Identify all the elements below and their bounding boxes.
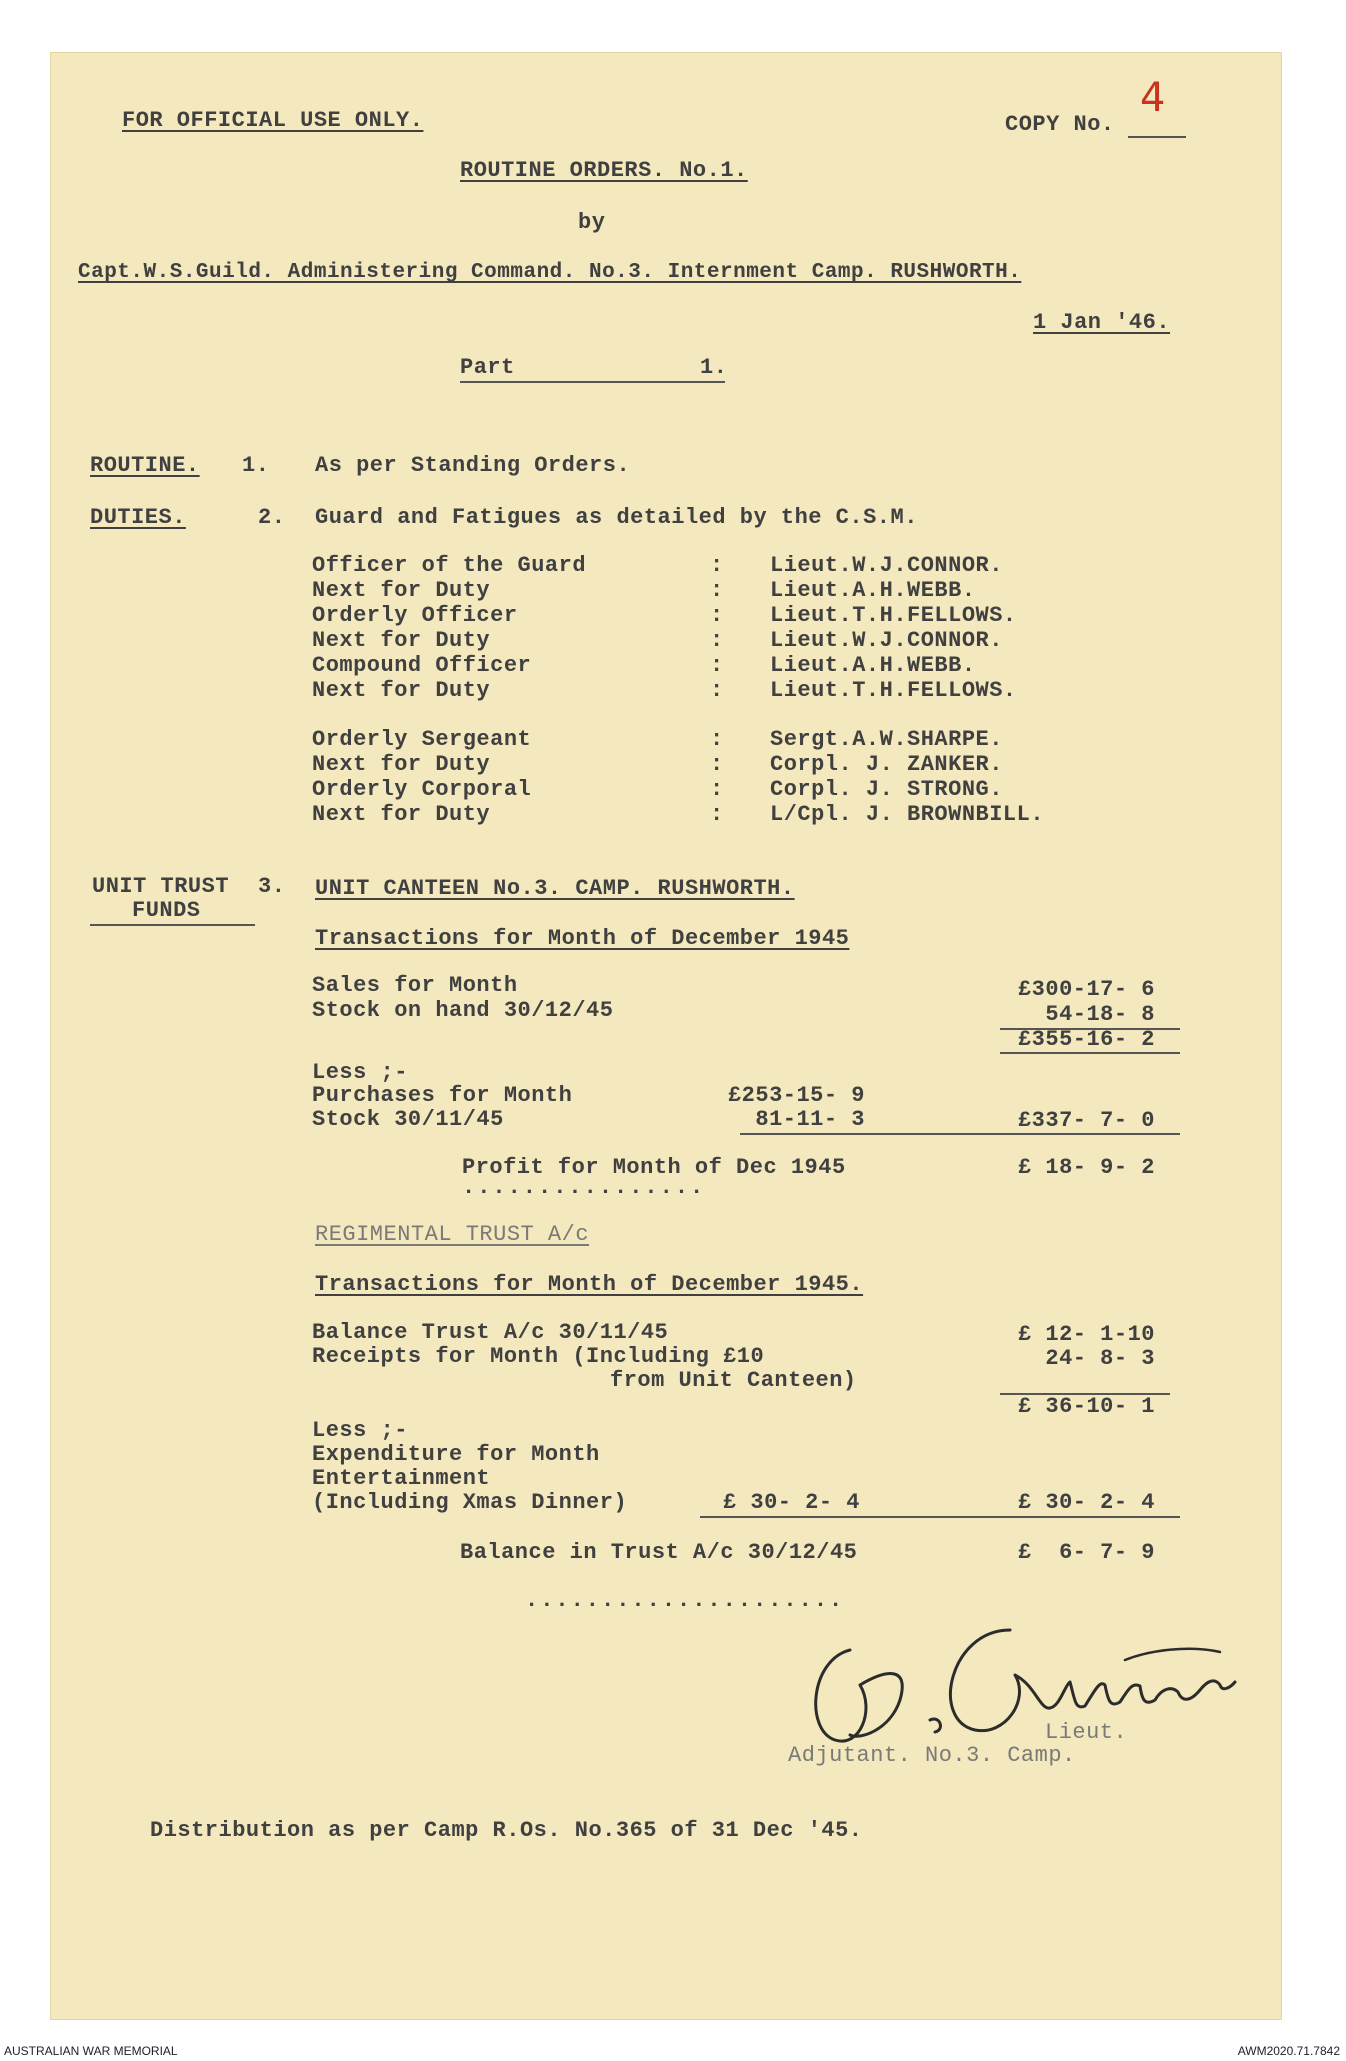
expenditure-total: £ 30- 2- 4: [1017, 1490, 1155, 1515]
purchases-value: £253-15- 9: [727, 1083, 865, 1108]
canteen-title: UNIT CANTEEN No.3. CAMP. RUSHWORTH.: [315, 876, 795, 901]
canteen-dots: ................: [462, 1175, 706, 1200]
duty-separator: :: [710, 752, 724, 777]
duty-name: Corpl. J. STRONG.: [770, 777, 1003, 802]
duty-role: Orderly Corporal: [312, 777, 532, 802]
canteen-less-total: £337- 7- 0: [1017, 1108, 1155, 1133]
duty-name: L/Cpl. J. BROWNBILL.: [770, 802, 1045, 827]
duty-name: Lieut.T.H.FELLOWS.: [770, 678, 1017, 703]
expenditure-label: Expenditure for Month: [312, 1442, 600, 1467]
receipts-value: 24- 8- 3: [1045, 1346, 1155, 1371]
closing-balance-label: Balance in Trust A/c 30/12/45: [460, 1540, 858, 1565]
regimental-title: REGIMENTAL TRUST A/c: [315, 1222, 590, 1247]
purchases-label: Purchases for Month: [312, 1083, 573, 1108]
unit-trust-heading: UNIT TRUST: [92, 874, 230, 899]
duty-role: Next for Duty: [312, 628, 491, 653]
duty-role: Orderly Sergeant: [312, 727, 532, 752]
part-number: 1.: [700, 355, 728, 380]
footer-source: AUSTRALIAN WAR MEMORIAL: [4, 2044, 178, 2058]
duty-separator: :: [710, 727, 724, 752]
duty-role: Orderly Officer: [312, 603, 518, 628]
regimental-subtitle: Transactions for Month of December 1945.: [315, 1272, 864, 1297]
duty-separator: :: [710, 678, 724, 703]
regimental-total-rule: [700, 1516, 1180, 1518]
canteen-total-rule: [740, 1133, 1180, 1135]
duties-text: Guard and Fatigues as detailed by the C.S.M.: [315, 505, 918, 530]
part-underline: [460, 381, 725, 383]
duty-separator: :: [710, 802, 724, 827]
expenditure-label-2: Entertainment: [312, 1466, 491, 1491]
footer-reference: AWM2020.71.7842: [1237, 2044, 1340, 2058]
duty-separator: :: [710, 653, 724, 678]
profit-value: £ 18- 9- 2: [1017, 1155, 1155, 1180]
duty-name: Corpl. J. ZANKER.: [770, 752, 1003, 777]
issuer-line: Capt.W.S.Guild. Administering Command. No.3. Internment Camp. RUSHWORTH.: [78, 261, 1022, 284]
balance-value: £ 12- 1-10: [1017, 1322, 1155, 1347]
routine-number: 1.: [242, 453, 270, 478]
stock-value: 54-18- 8: [1045, 1002, 1155, 1027]
duty-name: Lieut.A.H.WEBB.: [770, 578, 976, 603]
by-label: by: [578, 210, 606, 235]
routine-heading: ROUTINE.: [90, 453, 200, 478]
document-title: ROUTINE ORDERS. No.1.: [460, 158, 748, 183]
duty-name: Lieut.W.J.CONNOR.: [770, 553, 1003, 578]
duty-separator: :: [710, 628, 724, 653]
duty-role: Next for Duty: [312, 678, 491, 703]
duties-heading: DUTIES.: [90, 505, 186, 530]
copy-label: COPY No.: [1005, 112, 1115, 137]
duty-role: Next for Duty: [312, 802, 491, 827]
balance-label: Balance Trust A/c 30/11/45: [312, 1320, 669, 1345]
handwritten-signature: [790, 1590, 1240, 1750]
duty-separator: :: [710, 578, 724, 603]
routine-text: As per Standing Orders.: [315, 453, 631, 478]
regimental-subtotal: £ 36-10- 1: [1017, 1394, 1155, 1419]
sales-value: £300-17- 6: [1017, 977, 1155, 1002]
duties-number: 2.: [258, 505, 286, 530]
signatory-title: Adjutant. No.3. Camp.: [788, 1743, 1076, 1768]
duty-name: Lieut.A.H.WEBB.: [770, 653, 976, 678]
canteen-subtotal: £355-16- 2: [1017, 1027, 1155, 1052]
regimental-dots: .....................: [525, 1588, 845, 1613]
distribution-line: Distribution as per Camp R.Os. No.365 of 31 Dec '45.: [150, 1818, 863, 1843]
classification-label: FOR OFFICIAL USE ONLY.: [122, 108, 424, 133]
stock-label: Stock on hand 30/12/45: [312, 998, 614, 1023]
copy-number-line: [1128, 136, 1186, 138]
stock-prev-value: 81-11- 3: [755, 1107, 865, 1132]
duty-separator: :: [710, 553, 724, 578]
closing-balance-value: £ 6- 7- 9: [1017, 1540, 1155, 1565]
duty-role: Next for Duty: [312, 578, 491, 603]
duty-name: Lieut.T.H.FELLOWS.: [770, 603, 1017, 628]
duty-name: Lieut.W.J.CONNOR.: [770, 628, 1003, 653]
unit-trust-heading-2: FUNDS: [132, 898, 201, 923]
receipts-label-2: from Unit Canteen): [610, 1368, 857, 1393]
unit-trust-number: 3.: [258, 874, 286, 899]
duty-separator: :: [710, 777, 724, 802]
sales-label: Sales for Month: [312, 973, 518, 998]
canteen-less-label: Less ;-: [312, 1060, 408, 1085]
duty-name: Sergt.A.W.SHARPE.: [770, 727, 1003, 752]
expenditure-value: £ 30- 2- 4: [722, 1490, 860, 1515]
signatory-rank: Lieut.: [1045, 1720, 1128, 1745]
part-label: Part: [460, 355, 515, 380]
duty-role: Officer of the Guard: [312, 553, 587, 578]
profit-label: Profit for Month of Dec 1945: [462, 1155, 846, 1180]
document-date: 1 Jan '46.: [1033, 310, 1171, 335]
stock-prev-label: Stock 30/11/45: [312, 1107, 504, 1132]
duty-separator: :: [710, 603, 724, 628]
receipts-label: Receipts for Month (Including £10: [312, 1344, 765, 1369]
expenditure-label-3: (Including Xmas Dinner): [312, 1490, 628, 1515]
canteen-subtotal-rule-2: [1000, 1052, 1180, 1054]
copy-number: 4: [1140, 75, 1166, 121]
duty-role: Compound Officer: [312, 653, 532, 678]
canteen-subtitle: Transactions for Month of December 1945: [315, 926, 850, 951]
regimental-less-label: Less ;-: [312, 1418, 408, 1443]
duty-role: Next for Duty: [312, 752, 491, 777]
unit-trust-underline: [90, 924, 255, 926]
